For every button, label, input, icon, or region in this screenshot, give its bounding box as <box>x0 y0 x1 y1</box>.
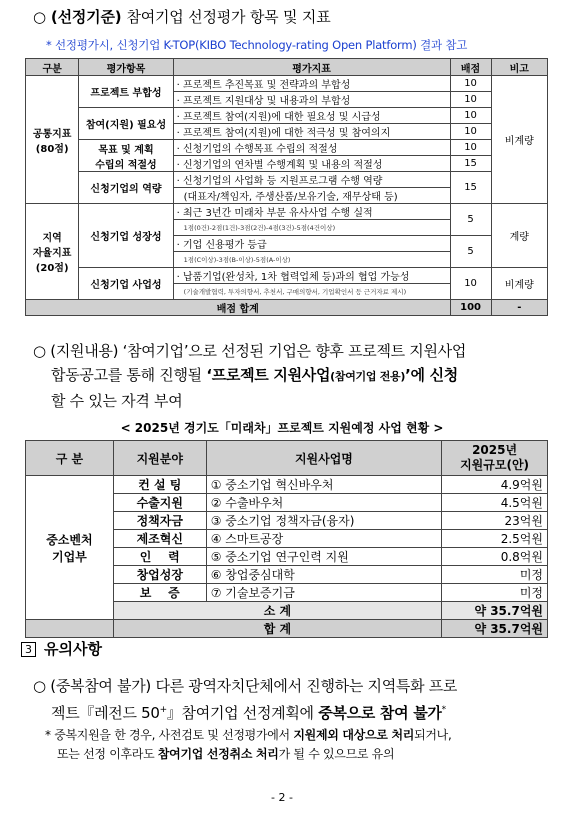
score: 10 <box>450 108 491 124</box>
total-score: 100 <box>450 300 491 316</box>
program-field: 보 증 <box>113 584 206 602</box>
page-number: - 2 - <box>271 791 293 804</box>
group-mss: 중소벤처 기업부 <box>26 476 114 620</box>
program-table-title: < 2025년 경기도「미래차」프로젝트 지원예정 사업 현황 > <box>120 421 444 435</box>
th-score: 배점 <box>450 59 491 76</box>
th-budget: 2025년 지원규모(안) <box>442 441 548 476</box>
th-item: 평가항목 <box>79 59 173 76</box>
grand-total-label: 합 계 <box>113 620 441 638</box>
program-name: ④ 스마트공장 <box>206 530 441 548</box>
subtotal-amount: 약 35.7억원 <box>442 602 548 620</box>
item-name: 참여(지원) 필요성 <box>79 108 173 140</box>
section-title-criteria: ○ (선정기준) 참여기업 선정평가 항목 및 지표 <box>33 8 331 26</box>
item-name: 신청기업의 역량 <box>79 172 173 204</box>
indicator: · 신청기업의 연차별 수행계획 및 내용의 적절성 <box>173 156 450 172</box>
support-content-paragraph: ○ (지원내용) ‘참여기업’으로 선정된 기업은 향후 프로젝트 지원사업 합동공고를 통해 진행될 ‘프로젝트 지원사업(참여기업 전용)’에 신청 할 수 있는 자격 부여 <box>33 342 467 410</box>
score: 5 <box>450 204 491 236</box>
program-field: 인 력 <box>113 548 206 566</box>
note-quant: 계량 <box>491 204 547 268</box>
program-field: 제조혁신 <box>113 530 206 548</box>
section-heading-caution: 3 유의사항 <box>21 638 102 659</box>
total-label: 배점 합계 <box>26 300 451 316</box>
th-division: 구 분 <box>26 441 114 476</box>
duplicate-note: * 중복지원을 한 경우, 사전검토 및 선정평가에서 지원제외 대상으로 처리되거나, 또는 선정 이후라도 참여기업 선정취소 처리가 될 수 있으므로 유의 <box>45 728 452 761</box>
program-table <box>25 440 548 638</box>
program-field: 수출지원 <box>113 494 206 512</box>
score: 5 <box>450 236 491 268</box>
indicator: · 최근 3년간 미래차 부문 유사사업 수행 실적 <box>173 204 450 220</box>
program-name: ① 중소기업 혁신바우처 <box>206 476 441 494</box>
indicator: · 프로젝트 참여(지원)에 대한 적극성 및 참여의지 <box>173 124 450 140</box>
note-nonquant: 비계량 <box>491 76 547 204</box>
item-name: 신청기업 사업성 <box>79 268 173 300</box>
program-amount: 미정 <box>442 566 548 584</box>
indicator: · 기업 신용평가 등급 <box>173 236 450 252</box>
indicator: · 프로젝트 추진목표 및 전략과의 부합성 <box>173 76 450 92</box>
item-name: 신청기업 성장성 <box>79 204 173 268</box>
program-name: ⑤ 중소기업 연구인력 지원 <box>206 548 441 566</box>
program-name: ⑥ 창업중심대학 <box>206 566 441 584</box>
evaluation-table <box>25 58 548 316</box>
indicator-sub: (기술개발협력, 투자의향서, 추천서, 구매의향서, 기업확인서 등 근거자료 제시) <box>173 284 450 300</box>
score: 10 <box>450 140 491 156</box>
program-name: ⑦ 기술보증기금 <box>206 584 441 602</box>
program-amount: 0.8억원 <box>442 548 548 566</box>
program-amount: 미정 <box>442 584 548 602</box>
duplicate-participation-paragraph: ○ (중복참여 불가) 다른 광역자치단체에서 진행하는 지역특화 프로 젝트『레전드 50+』참여기업 선정계획에 중복으로 참여 불가* <box>33 677 458 722</box>
score: 10 <box>450 124 491 140</box>
indicator-scale: 1점(0건)-2점(1건)-3점(2건)-4점(3건)-5점(4건이상) <box>173 220 450 236</box>
indicator: · 프로젝트 참여(지원)에 대한 필요성 및 시급성 <box>173 108 450 124</box>
program-amount: 4.9억원 <box>442 476 548 494</box>
k-top-note: * 선정평가시, 신청기업 K-TOP(KIBO Technology-rating Open Platform) 결과 참고 <box>46 38 468 52</box>
note-nonquant: 비계량 <box>491 268 547 300</box>
section-number-box: 3 <box>21 642 36 657</box>
subtotal-label: 소 계 <box>113 602 441 620</box>
score: 10 <box>450 76 491 92</box>
score: 15 <box>450 172 491 204</box>
th-indicator: 평가지표 <box>173 59 450 76</box>
item-name: 프로젝트 부합성 <box>79 76 173 108</box>
program-name: ③ 중소기업 정책자금(융자) <box>206 512 441 530</box>
score: 15 <box>450 156 491 172</box>
program-field: 창업성장 <box>113 566 206 584</box>
score: 10 <box>450 268 491 300</box>
indicator: · 프로젝트 지원대상 및 내용과의 부합성 <box>173 92 450 108</box>
indicator-scale: 1점(C이상)-3점(B-이상)-5점(A-이상) <box>173 252 450 268</box>
th-field: 지원분야 <box>113 441 206 476</box>
item-name: 목표 및 계획 수립의 적절성 <box>79 140 173 172</box>
program-amount: 4.5억원 <box>442 494 548 512</box>
program-amount: 23억원 <box>442 512 548 530</box>
total-blank <box>26 620 114 638</box>
total-note: - <box>491 300 547 316</box>
group-common: 공통지표 (80점) <box>26 76 79 204</box>
indicator: · 납품기업(완성차, 1차 협력업체 등)과의 협업 가능성 <box>173 268 450 284</box>
indicator: · 신청기업의 사업화 등 지원프로그램 수행 역량 <box>173 172 450 188</box>
program-amount: 2.5억원 <box>442 530 548 548</box>
program-name: ② 수출바우처 <box>206 494 441 512</box>
indicator-sub: (대표자/책임자, 주생산품/보유기술, 재무상태 등) <box>173 188 450 204</box>
score: 10 <box>450 92 491 108</box>
indicator: · 신청기업의 수행목표 수립의 적절성 <box>173 140 450 156</box>
program-field: 정책자금 <box>113 512 206 530</box>
program-field: 컨 설 팅 <box>113 476 206 494</box>
th-category: 구분 <box>26 59 79 76</box>
group-regional: 지역 자율지표 (20점) <box>26 204 79 300</box>
th-note: 비고 <box>491 59 547 76</box>
grand-total-amount: 약 35.7억원 <box>442 620 548 638</box>
th-program: 지원사업명 <box>206 441 441 476</box>
